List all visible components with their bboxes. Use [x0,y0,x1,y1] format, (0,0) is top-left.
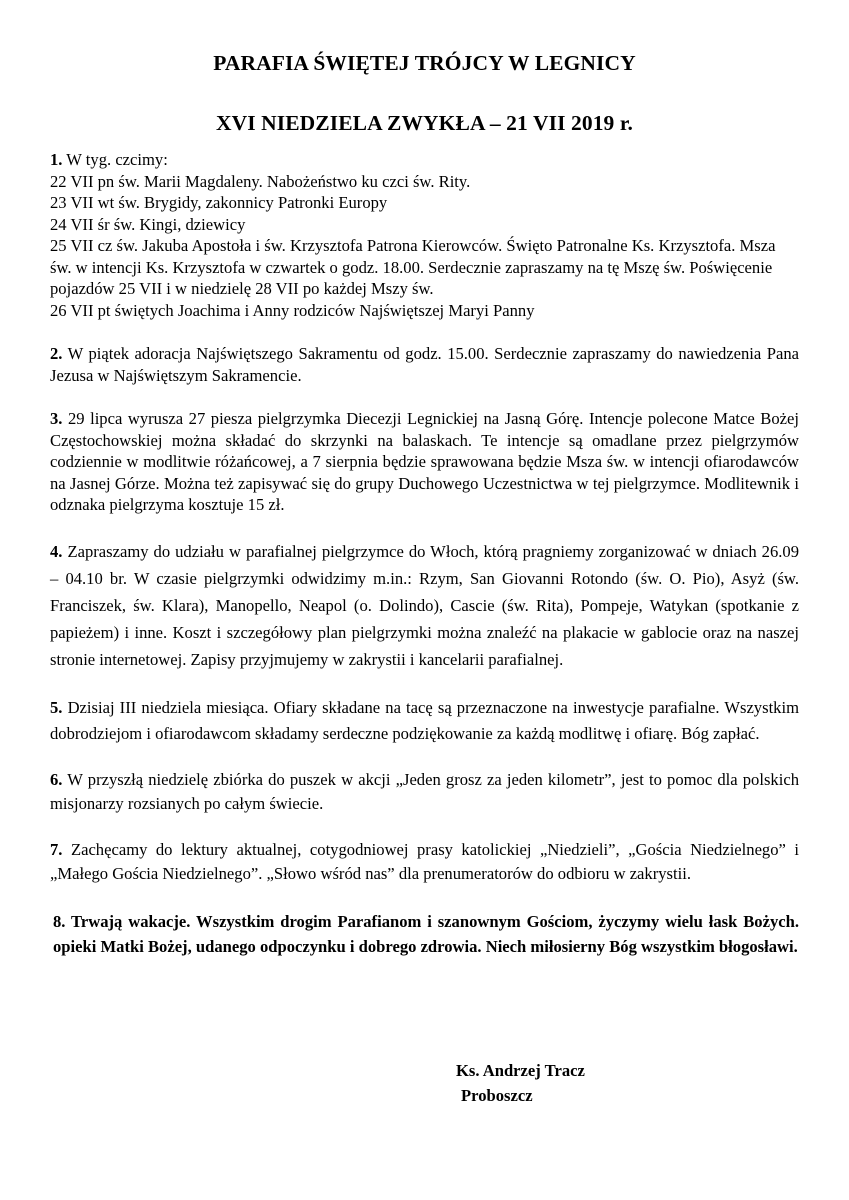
announcement-5 [50,695,799,748]
feast-day-line: 26 VII pt świętych Joachima i Anny rodziców Najświętszej Maryi Panny [50,300,535,320]
announcement-number: 6. [50,769,63,789]
feast-day-line: 25 VII cz św. Jakuba Apostoła i św. Krzysztofa Patrona Kierowców. Święto Patronalne Ks. Krzysztofa. Msza św. w intencji Ks. Krzysztofa w czwartek o godz. 18.00. Serdecznie zapraszamy na tę Mszę św. Poświęcenie pojazdów 25 VII i w niedzielę 28 VII po każdej Mszy św. [50,236,776,298]
announcement-7 [50,838,799,887]
feast-day-line: 22 VII pn św. Marii Magdaleny. Nabożeństwo ku czci św. Rity. [50,171,471,191]
announcement-number: 5. [50,697,63,717]
announcement-text: W piątek adoracja Najświętszego Sakramentu od godz. 15.00. Serdecznie zapraszamy do nawiedzenia Pana Jezusa w Najświętszym Sakramencie. [50,344,799,385]
announcement-text: Zachęcamy do lektury aktualnej, cotygodniowej prasy katolickiej „Niedzieli”, „Gościa Niedzielnego” i „Małego Gościa Niedzielnego”. „Słowo wśród nas” dla prenumeratorów do odbioru w zakrystii. [50,839,799,884]
sunday-title: XVI NIEDZIELA ZWYKŁA – 21 VII 2019 r. [215,111,634,135]
announcement-number: 2. [50,344,63,363]
announcement-text: Trwają wakacje. Wszystkim drogim Parafianom i szanownym Gościom, życzymy wielu łask Bożych. opieki Matki Bożej, udanego odpoczynku i dobrego zdrowia. Niech miłosierny Bóg wszystkim błogosławi. [53,911,799,956]
signature-block [456,1058,585,1108]
feast-day-line: 23 VII wt św. Brygidy, zakonnicy Patronki Europy [50,193,388,212]
announcement-text: W tyg. czcimy: [62,150,168,169]
announcement-number: 4. [50,541,63,561]
signature-role: Proboszcz [461,1086,533,1105]
announcement-number: 8. [53,911,66,931]
announcement-number: 1. [50,150,63,169]
feast-day-line: 24 VII śr św. Kingi, dziewicy [50,214,246,234]
announcement-number: 3. [50,409,63,428]
announcement-text: W przyszłą niedzielę zbiórka do puszek w akcji „Jeden grosz za jeden kilometr”, jest to pomoc dla polskich misjonarzy rozsianych po całym świecie. [50,769,799,814]
parish-title: PARAFIA ŚWIĘTEJ TRÓJCY W LEGNICY [213,51,636,75]
announcement-6 [50,768,799,817]
announcement-3 [50,408,799,516]
announcement-2 [50,343,799,386]
announcement-1-intro [50,149,799,171]
announcement-number: 7. [50,839,63,859]
announcement-1 [50,149,799,321]
signature-name: Ks. Andrzej Tracz [456,1061,585,1080]
announcement-8 [50,909,799,959]
announcement-text: 29 lipca wyrusza 27 piesza pielgrzymka Diecezji Legnickiej na Jasną Górę. Intencje polecone Matce Bożej Częstochowskiej można składać do skrzynki na balaskach. Te intencje są omadlane przez pielgrzymów codziennie w modlitwie różańcowej, a 7 sierpnia będzie sprawowana będzie Msza św. w intencji ofiarodawców na Jasnej Górze. Można też zapisywać się do grupy Duchowego Uczestnictwa w tej pielgrzymce. Modlitewnik i odznaka pielgrzyma kosztuje 15 zł. [50,409,799,514]
announcement-4 [50,538,799,673]
announcement-text: Dzisiaj III niedziela miesiąca. Ofiary składane na tacę są przeznaczone na inwestycje parafialne. Wszystkim dobrodziejom i ofiarodawcom składamy serdeczne podziękowanie za każdą modlitwę i ofiarę. Bóg zapłać. [50,697,799,744]
announcement-text: Zapraszamy do udziału w parafialnej pielgrzymce do Włoch, którą pragniemy zorganizować w dniach 26.09 – 04.10 br. W czasie pielgrzymki odwidzimy m.in.: Rzym, San Giovanni Rotondo (św. O. Pio), Asyż (św. Franciszek, św. Klara), Manopello, Neapol (o. Dolindo), Cascie (św. Rita), Pompeje, Watykan (spotkanie z papieżem) i inne. Koszt i szczegółowy plan pielgrzymki można znaleźć na plakacie w gablocie oraz na naszej stronie internetowej. Zapisy przyjmujemy w zakrystii i kancelarii parafialnej. [50,541,799,669]
